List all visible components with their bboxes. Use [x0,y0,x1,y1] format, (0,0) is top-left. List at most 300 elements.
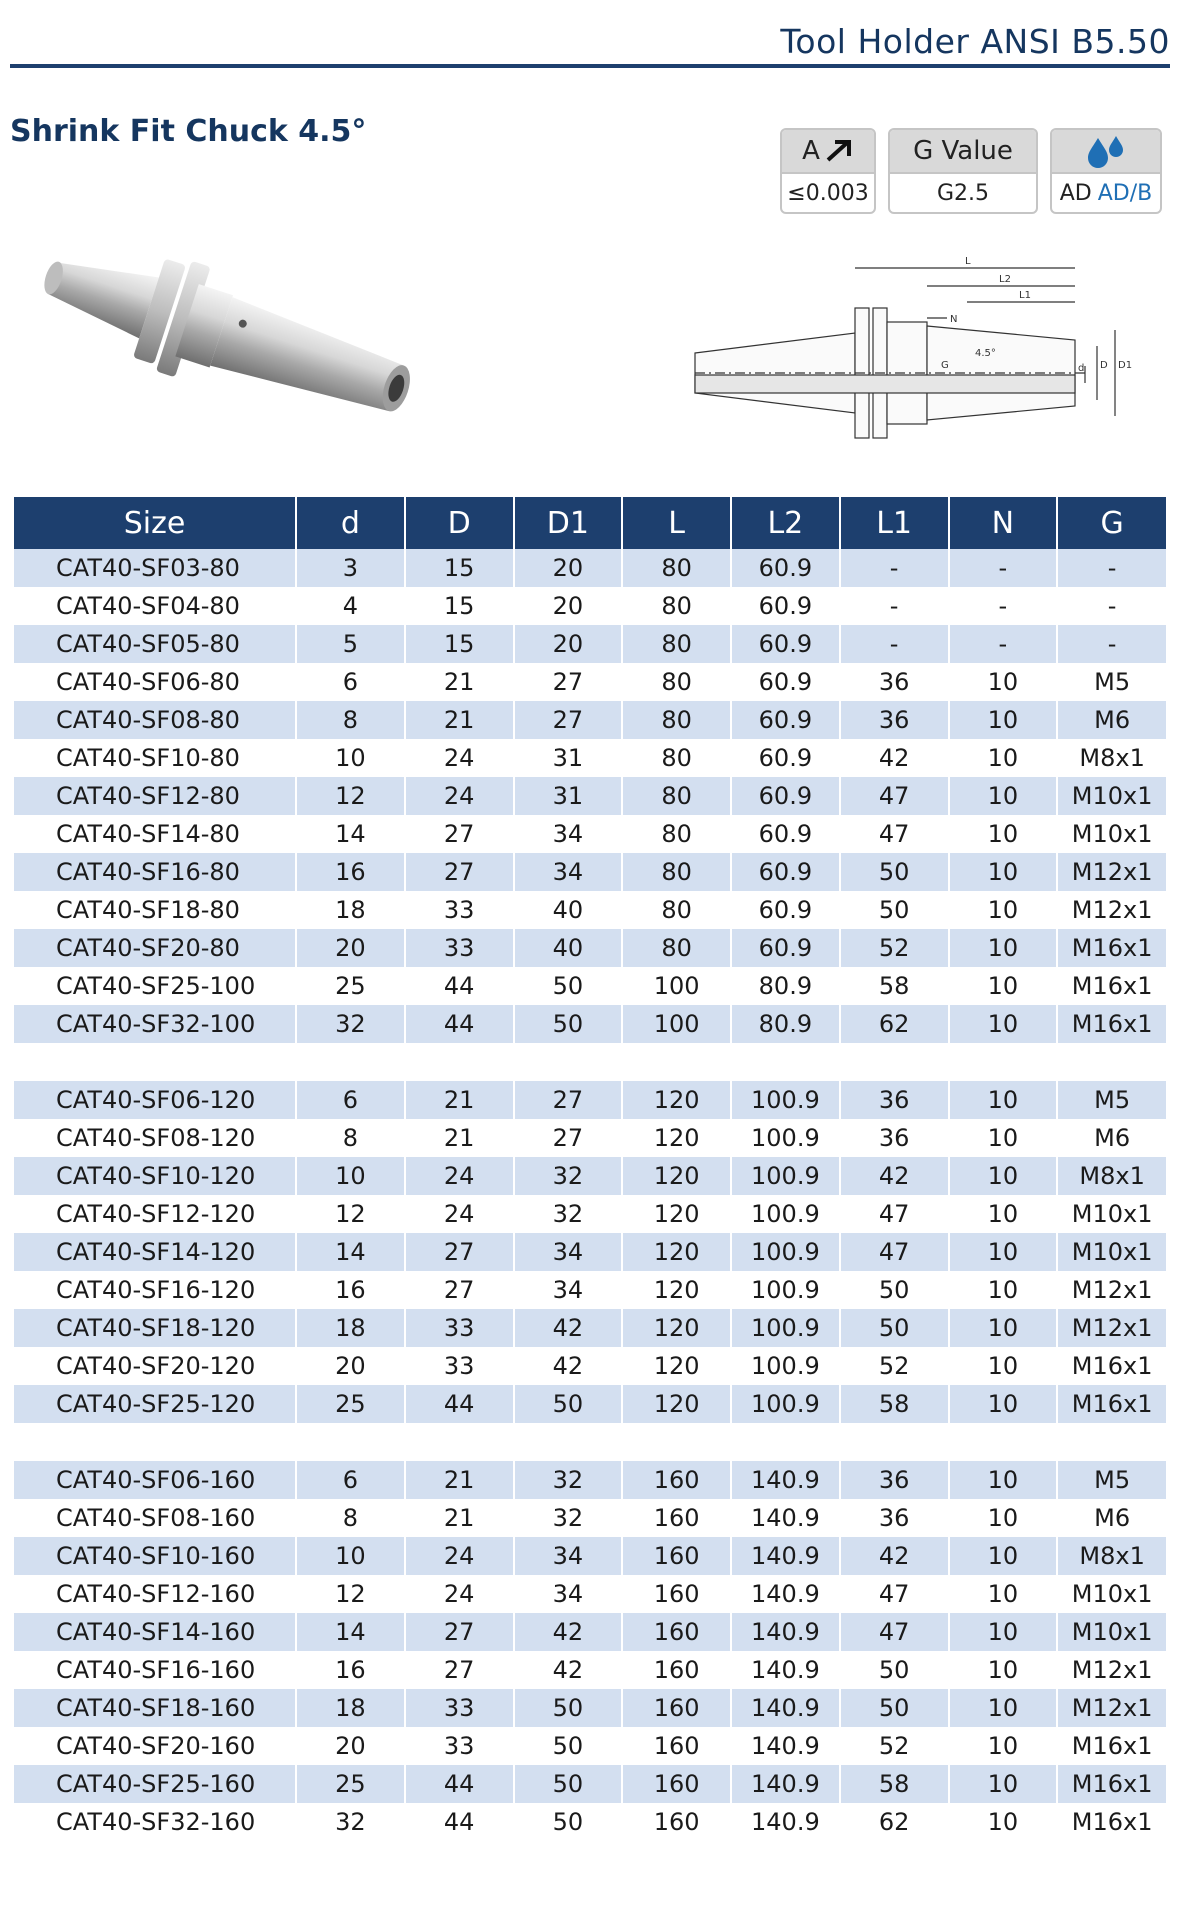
table-cell-l: 160 [622,1727,731,1765]
table-cell-g: M8x1 [1057,739,1166,777]
table-row [14,1385,1166,1423]
table-cell-l2: 60.9 [731,777,840,815]
table-cell-l2: 60.9 [731,549,840,587]
table-cell-d: 33 [405,891,514,929]
table-cell-l1: 52 [840,1727,949,1765]
column-header-D1: D1 [514,497,623,549]
table-cell-l: 160 [622,1689,731,1727]
table-cell-l2: 100.9 [731,1271,840,1309]
table-cell-l: 120 [622,1233,731,1271]
dimension-label: N [950,314,958,325]
table-cell-l: 160 [622,1613,731,1651]
table-cell-d1: 27 [514,1119,623,1157]
table-cell-l1: 52 [840,929,949,967]
table-cell-l: 80 [622,587,731,625]
table-cell-d: 10 [296,1537,405,1575]
table-cell-l: 120 [622,1347,731,1385]
table-row [14,1081,1166,1119]
table-cell-d1: 32 [514,1499,623,1537]
table-cell-l: 100 [622,967,731,1005]
table-cell-n: 10 [949,1157,1058,1195]
dimension-label: L [965,256,971,267]
table-cell-size: CAT40-SF04-80 [14,587,296,625]
table-cell-l2: 100.9 [731,1233,840,1271]
table-cell-d1: 50 [514,1005,623,1043]
table-cell-g: - [1057,625,1166,663]
table-cell-l1: 62 [840,1803,949,1841]
table-cell-l: 80 [622,549,731,587]
table-cell-size: CAT40-SF08-80 [14,701,296,739]
table-cell-d1: 50 [514,1765,623,1803]
table-cell-d1: 31 [514,739,623,777]
table-cell-l1: 58 [840,1385,949,1423]
table-cell-n: 10 [949,1233,1058,1271]
table-cell-l1: 36 [840,1461,949,1499]
table-cell-l2: 60.9 [731,815,840,853]
table-cell-d1: 50 [514,1727,623,1765]
column-header-G: G [1057,497,1166,549]
table-cell-g: - [1057,587,1166,625]
table-cell-l2: 60.9 [731,929,840,967]
table-cell-n: 10 [949,1309,1058,1347]
table-cell-g: M8x1 [1057,1537,1166,1575]
table-cell-l1: 58 [840,1765,949,1803]
table-cell-size: CAT40-SF25-100 [14,967,296,1005]
table-row [14,1803,1166,1841]
table-cell-size: CAT40-SF08-120 [14,1119,296,1157]
table-cell-d: 24 [405,1195,514,1233]
table-row [14,1233,1166,1271]
table-cell-d1: 27 [514,1081,623,1119]
table-cell-l1: 47 [840,1575,949,1613]
table-cell-g: M5 [1057,663,1166,701]
column-header-L: L [622,497,731,549]
table-cell-size: CAT40-SF20-160 [14,1727,296,1765]
dimension-label: d [1078,363,1085,374]
table-cell-d: 12 [296,777,405,815]
table-cell-d: 24 [405,1537,514,1575]
table-cell-n: 10 [949,739,1058,777]
group-spacer [14,1423,1166,1461]
table-cell-d: 18 [296,1689,405,1727]
g-value-label: G Value [890,130,1036,172]
table-cell-d: 32 [296,1005,405,1043]
table-cell-d: 20 [296,929,405,967]
table-cell-l1: 36 [840,701,949,739]
table-cell-n: - [949,549,1058,587]
table-cell-l: 80 [622,701,731,739]
table-cell-d: 8 [296,701,405,739]
table-cell-l2: 140.9 [731,1689,840,1727]
table-cell-d: 6 [296,1461,405,1499]
table-cell-d: 15 [405,587,514,625]
table-cell-l1: 36 [840,1499,949,1537]
header-divider [10,64,1170,68]
table-cell-size: CAT40-SF18-120 [14,1309,296,1347]
runout-arrow-icon [824,138,854,164]
table-row [14,625,1166,663]
table-cell-l1: 52 [840,1347,949,1385]
column-header-D: D [405,497,514,549]
table-cell-l2: 100.9 [731,1157,840,1195]
table-cell-size: CAT40-SF10-160 [14,1537,296,1575]
table-row [14,929,1166,967]
table-cell-d1: 20 [514,549,623,587]
table-cell-d: 8 [296,1499,405,1537]
table-cell-l1: 50 [840,1271,949,1309]
table-cell-l1: 47 [840,815,949,853]
table-cell-d: 27 [405,1233,514,1271]
table-row [14,1195,1166,1233]
table-cell-d: 10 [296,1157,405,1195]
table-cell-d: 6 [296,663,405,701]
table-cell-l2: 140.9 [731,1765,840,1803]
table-cell-g: M8x1 [1057,1157,1166,1195]
table-cell-g: M5 [1057,1081,1166,1119]
table-cell-l: 120 [622,1081,731,1119]
table-cell-l1: 47 [840,1613,949,1651]
table-cell-n: 10 [949,663,1058,701]
table-cell-size: CAT40-SF14-80 [14,815,296,853]
table-cell-d1: 34 [514,1537,623,1575]
table-cell-l: 80 [622,739,731,777]
table-cell-l2: 140.9 [731,1803,840,1841]
table-body [14,549,1166,1841]
table-cell-l1: 50 [840,1309,949,1347]
dimension-label: L2 [999,274,1011,285]
table-row [14,1157,1166,1195]
spec-table [14,497,1166,1841]
table-cell-g: M10x1 [1057,1195,1166,1233]
table-cell-l: 120 [622,1309,731,1347]
table-cell-n: 10 [949,1727,1058,1765]
table-cell-l: 120 [622,1385,731,1423]
table-cell-d: 15 [405,625,514,663]
table-cell-d: 15 [405,549,514,587]
table-row [14,1537,1166,1575]
table-cell-size: CAT40-SF18-80 [14,891,296,929]
table-cell-d: 44 [405,967,514,1005]
table-cell-n: 10 [949,1195,1058,1233]
dimension-label: 4.5° [975,348,996,359]
table-cell-size: CAT40-SF08-160 [14,1499,296,1537]
table-cell-d: 27 [405,1651,514,1689]
table-cell-n: 10 [949,1119,1058,1157]
g-value-badge [888,128,1038,214]
table-cell-size: CAT40-SF05-80 [14,625,296,663]
table-cell-l: 160 [622,1765,731,1803]
runout-badge [780,128,876,214]
table-cell-size: CAT40-SF03-80 [14,549,296,587]
table-cell-size: CAT40-SF18-160 [14,1689,296,1727]
table-cell-l2: 60.9 [731,739,840,777]
table-cell-n: 10 [949,967,1058,1005]
table-cell-g: M12x1 [1057,1651,1166,1689]
table-cell-l2: 100.9 [731,1119,840,1157]
table-cell-d: 24 [405,1157,514,1195]
table-row [14,1613,1166,1651]
table-cell-d1: 42 [514,1309,623,1347]
table-cell-l1: 50 [840,891,949,929]
table-cell-size: CAT40-SF16-120 [14,1271,296,1309]
table-row [14,1271,1166,1309]
table-cell-d: 14 [296,815,405,853]
table-cell-d: 24 [405,1575,514,1613]
table-cell-g: M10x1 [1057,777,1166,815]
table-cell-l1: - [840,587,949,625]
table-row [14,777,1166,815]
table-cell-d1: 34 [514,1271,623,1309]
table-cell-g: M16x1 [1057,1005,1166,1043]
column-header-size: Size [14,497,296,549]
table-cell-g: - [1057,549,1166,587]
table-cell-l1: 47 [840,1233,949,1271]
table-cell-d: 27 [405,1271,514,1309]
table-cell-l2: 100.9 [731,1081,840,1119]
table-cell-d1: 20 [514,625,623,663]
table-cell-n: 10 [949,1005,1058,1043]
table-cell-d: 27 [405,815,514,853]
table-row [14,1575,1166,1613]
table-cell-d: 33 [405,1727,514,1765]
table-cell-l2: 60.9 [731,891,840,929]
table-cell-l2: 140.9 [731,1461,840,1499]
table-cell-d1: 50 [514,967,623,1005]
table-cell-d1: 31 [514,777,623,815]
table-cell-n: 10 [949,1499,1058,1537]
table-cell-n: 10 [949,853,1058,891]
table-cell-size: CAT40-SF32-100 [14,1005,296,1043]
table-cell-g: M6 [1057,1119,1166,1157]
table-cell-l: 120 [622,1157,731,1195]
table-cell-l1: 50 [840,1689,949,1727]
table-cell-d: 33 [405,1309,514,1347]
table-cell-n: 10 [949,701,1058,739]
table-cell-l: 80 [622,815,731,853]
table-cell-d: 24 [405,777,514,815]
table-cell-n: 10 [949,1765,1058,1803]
document-title: Tool Holder ANSI B5.50 [780,22,1170,61]
table-row [14,1499,1166,1537]
table-cell-l1: - [840,625,949,663]
table-cell-l1: 42 [840,1157,949,1195]
table-cell-size: CAT40-SF12-120 [14,1195,296,1233]
table-cell-l: 120 [622,1119,731,1157]
table-row [14,1689,1166,1727]
table-cell-g: M12x1 [1057,1689,1166,1727]
table-cell-l: 160 [622,1537,731,1575]
runout-label: A [802,136,820,166]
product-photo [20,225,440,475]
table-cell-d: 12 [296,1195,405,1233]
table-row [14,1651,1166,1689]
table-cell-d1: 34 [514,815,623,853]
table-cell-l2: 100.9 [731,1195,840,1233]
table-cell-d: 21 [405,1119,514,1157]
table-cell-d: 44 [405,1385,514,1423]
table-cell-size: CAT40-SF10-120 [14,1157,296,1195]
table-cell-size: CAT40-SF16-160 [14,1651,296,1689]
table-cell-d: 20 [296,1727,405,1765]
table-header-row [14,497,1166,549]
table-cell-d: 14 [296,1613,405,1651]
table-row [14,891,1166,929]
table-cell-l: 160 [622,1651,731,1689]
table-cell-g: M16x1 [1057,929,1166,967]
table-cell-size: CAT40-SF32-160 [14,1803,296,1841]
table-cell-d: 25 [296,1765,405,1803]
table-cell-g: M12x1 [1057,891,1166,929]
table-cell-l1: 62 [840,1005,949,1043]
table-cell-size: CAT40-SF20-80 [14,929,296,967]
table-cell-l1: 50 [840,853,949,891]
table-cell-l2: 60.9 [731,587,840,625]
table-cell-l: 120 [622,1271,731,1309]
table-cell-d1: 34 [514,1233,623,1271]
table-cell-l2: 60.9 [731,663,840,701]
table-cell-l1: 36 [840,1119,949,1157]
table-cell-l1: 47 [840,777,949,815]
table-row [14,1765,1166,1803]
table-cell-l: 160 [622,1461,731,1499]
table-cell-d1: 32 [514,1157,623,1195]
dimension-label: D1 [1118,360,1133,371]
table-cell-l1: 36 [840,663,949,701]
table-cell-d1: 50 [514,1689,623,1727]
table-cell-n: - [949,587,1058,625]
table-cell-l2: 140.9 [731,1575,840,1613]
runout-value: ≤0.003 [782,172,874,212]
table-cell-d1: 50 [514,1803,623,1841]
table-cell-g: M10x1 [1057,815,1166,853]
table-cell-n: 10 [949,1271,1058,1309]
table-cell-g: M10x1 [1057,1233,1166,1271]
table-cell-d: 3 [296,549,405,587]
page-header [10,0,1170,70]
table-cell-g: M12x1 [1057,1309,1166,1347]
table-cell-l1: 47 [840,1195,949,1233]
table-cell-g: M16x1 [1057,1803,1166,1841]
table-cell-d: 21 [405,1081,514,1119]
table-cell-n: 10 [949,777,1058,815]
table-cell-d: 20 [296,1347,405,1385]
table-cell-l: 80 [622,853,731,891]
table-cell-d: 6 [296,1081,405,1119]
table-cell-l: 80 [622,929,731,967]
table-row [14,1119,1166,1157]
table-cell-g: M12x1 [1057,1271,1166,1309]
table-cell-d: 33 [405,1347,514,1385]
table-cell-n: - [949,625,1058,663]
table-cell-d: 27 [405,853,514,891]
table-cell-n: 10 [949,1613,1058,1651]
column-header-L2: L2 [731,497,840,549]
table-row [14,1005,1166,1043]
table-cell-l: 120 [622,1195,731,1233]
table-cell-d: 16 [296,853,405,891]
table-cell-size: CAT40-SF12-80 [14,777,296,815]
table-cell-d1: 27 [514,701,623,739]
table-cell-d: 32 [296,1803,405,1841]
table-cell-d: 8 [296,1119,405,1157]
table-cell-d: 4 [296,587,405,625]
table-cell-l1: 58 [840,967,949,1005]
table-cell-l1: - [840,549,949,587]
table-row [14,549,1166,587]
table-cell-size: CAT40-SF20-120 [14,1347,296,1385]
table-cell-l1: 42 [840,739,949,777]
table-cell-l2: 100.9 [731,1385,840,1423]
table-row [14,663,1166,701]
table-cell-size: CAT40-SF25-120 [14,1385,296,1423]
table-row [14,815,1166,853]
table-cell-d: 33 [405,1689,514,1727]
table-cell-d: 16 [296,1651,405,1689]
coolant-drops-icon [1084,134,1128,168]
table-cell-g: M16x1 [1057,1765,1166,1803]
g-value-value: G2.5 [890,172,1036,212]
table-cell-d1: 42 [514,1347,623,1385]
coolant-badge [1050,128,1162,214]
table-cell-d: 44 [405,1765,514,1803]
table-cell-d: 33 [405,929,514,967]
table-cell-d: 14 [296,1233,405,1271]
table-cell-d: 5 [296,625,405,663]
product-title: Shrink Fit Chuck 4.5° [10,114,367,149]
table-cell-n: 10 [949,1347,1058,1385]
table-cell-n: 10 [949,891,1058,929]
table-cell-d1: 34 [514,1575,623,1613]
table-cell-d1: 40 [514,929,623,967]
table-row [14,967,1166,1005]
table-cell-n: 10 [949,929,1058,967]
table-cell-d1: 34 [514,853,623,891]
table-cell-d1: 50 [514,1385,623,1423]
table-cell-l: 100 [622,1005,731,1043]
table-cell-g: M16x1 [1057,967,1166,1005]
table-cell-size: CAT40-SF06-80 [14,663,296,701]
table-cell-l1: 42 [840,1537,949,1575]
table-cell-d: 21 [405,1461,514,1499]
table-cell-size: CAT40-SF14-160 [14,1613,296,1651]
table-cell-l2: 80.9 [731,1005,840,1043]
table-cell-n: 10 [949,1575,1058,1613]
table-row [14,701,1166,739]
coolant-value-accent: AD/B [1097,180,1153,206]
table-cell-d: 25 [296,967,405,1005]
dimension-label: G [941,360,949,371]
table-cell-l2: 60.9 [731,853,840,891]
table-cell-n: 10 [949,1537,1058,1575]
table-row [14,853,1166,891]
table-cell-l: 160 [622,1803,731,1841]
table-cell-d: 24 [405,739,514,777]
table-cell-l1: 36 [840,1081,949,1119]
table-cell-size: CAT40-SF06-160 [14,1461,296,1499]
column-header-N: N [949,497,1058,549]
table-cell-n: 10 [949,1803,1058,1841]
table-cell-d1: 27 [514,663,623,701]
table-cell-g: M10x1 [1057,1613,1166,1651]
table-cell-l2: 140.9 [731,1499,840,1537]
table-cell-g: M6 [1057,701,1166,739]
table-cell-l2: 60.9 [731,701,840,739]
table-cell-d: 21 [405,701,514,739]
table-cell-d: 16 [296,1271,405,1309]
table-row [14,1727,1166,1765]
table-cell-l: 80 [622,625,731,663]
table-cell-d: 44 [405,1005,514,1043]
